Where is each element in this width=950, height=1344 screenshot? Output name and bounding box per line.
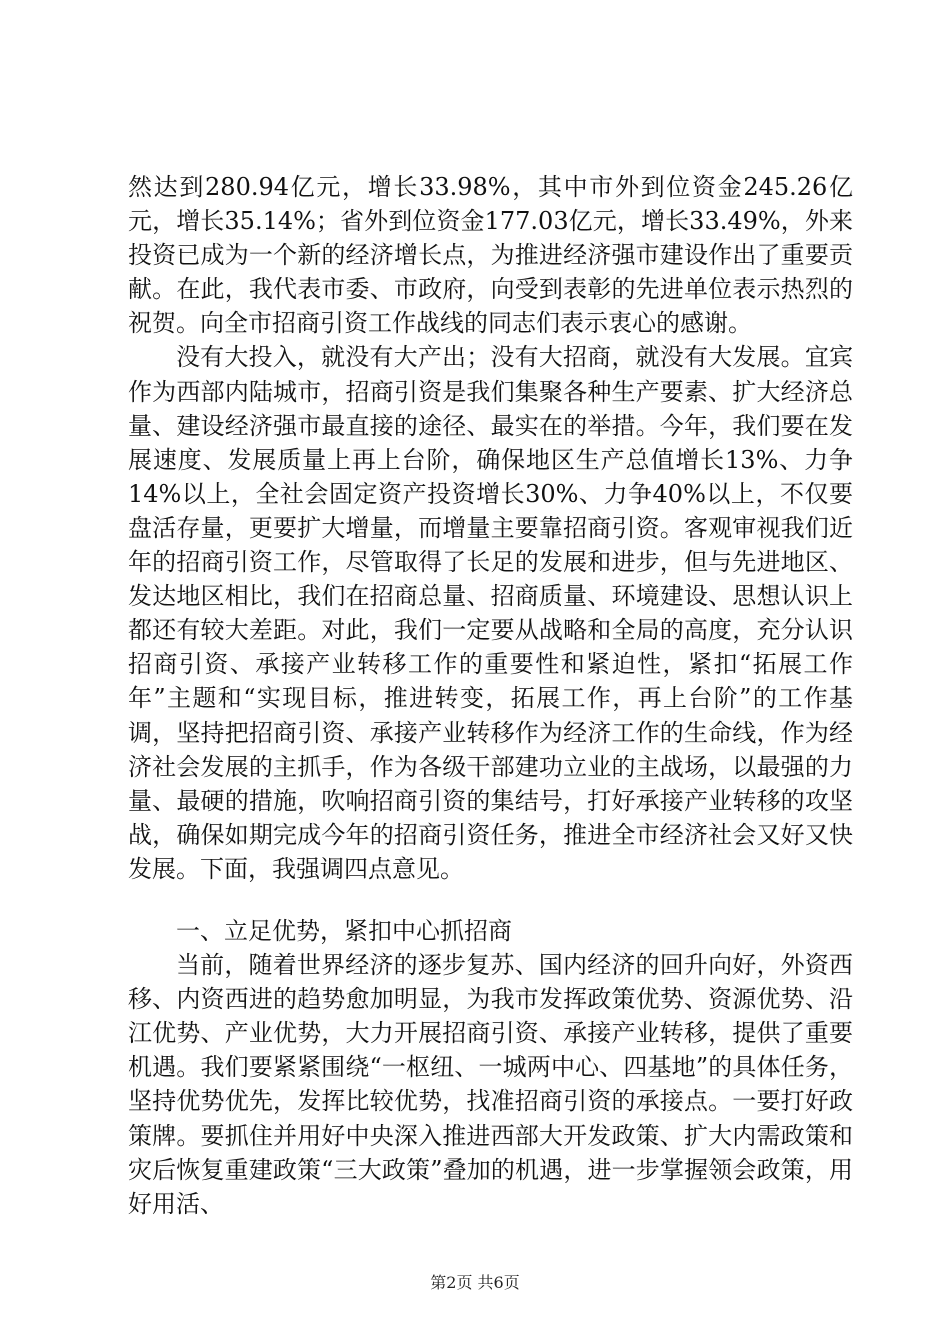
document-body [128, 170, 853, 1221]
page-number: 第2页 共6页 [430, 1273, 520, 1292]
paragraph-section-body: 当前，随着世界经济的逐步复苏、国内经济的回升向好，外资西移、内资西进的趋势愈加明显，为我市发挥政策优势、资源优势、沿江优势、产业优势，大力开展招商引资、承接产业转移，提供了重要机遇。我们要紧紧围绕“一枢纽、一城两中心、四基地”的具体任务，坚持优势优先，发挥比较优势，找准招商引资的承接点。一要打好政策牌。要抓住并用好中央深入推进西部大开发政策、扩大内需政策和灾后恢复重建政策“三大政策”叠加的机遇，进一步掌握领会政策，用好用活、 [128, 951, 853, 1218]
paragraph-continuation: 然达到280.94亿元，增长33.98%，其中市外到位资金245.26亿元，增长35.14%；省外到位资金177.03亿元，增长33.49%，外来投资已成为一个新的经济增长点，为推进经济强市建设作出了重要贡献。在此，我代表市委、市政府，向受到表彰的先进单位表示热烈的祝贺。向全市招商引资工作战线的同志们表示衷心的感谢。 [128, 173, 853, 338]
page-footer [0, 1270, 950, 1293]
paragraph-investment: 没有大投入，就没有大产出；没有大招商，就没有大发展。宜宾作为西部内陆城市，招商引资是我们集聚各种生产要素、扩大经济总量、建设经济强市最直接的途径、最实在的举措。今年，我们要在发展速度、发展质量上再上台阶，确保地区生产总值增长13%、力争14%以上，全社会固定资产投资增长30%、力争40%以上，不仅要盘活存量，更要扩大增量，而增量主要靠招商引资。客观审视我们近年的招商引资工作，尽管取得了长足的发展和进步，但与先进地区、发达地区相比，我们在招商总量、招商质量、环境建设、思想认识上都还有较大差距。对此，我们一定要从战略和全局的高度，充分认识招商引资、承接产业转移工作的重要性和紧迫性，紧扣“拓展工作年”主题和“实现目标，推进转变，拓展工作，再上台阶”的工作基调，坚持把招商引资、承接产业转移作为经济工作的生命线，作为经济社会发展的主抓手，作为各级干部建功立业的主战场，以最强的力量、最硬的措施，吹响招商引资的集结号，打好承接产业转移的攻坚战，确保如期完成今年的招商引资任务，推进全市经济社会又好又快发展。下面，我强调四点意见。 [128, 343, 853, 883]
section-heading: 一、立足优势，紧扣中心抓招商 [176, 916, 512, 945]
